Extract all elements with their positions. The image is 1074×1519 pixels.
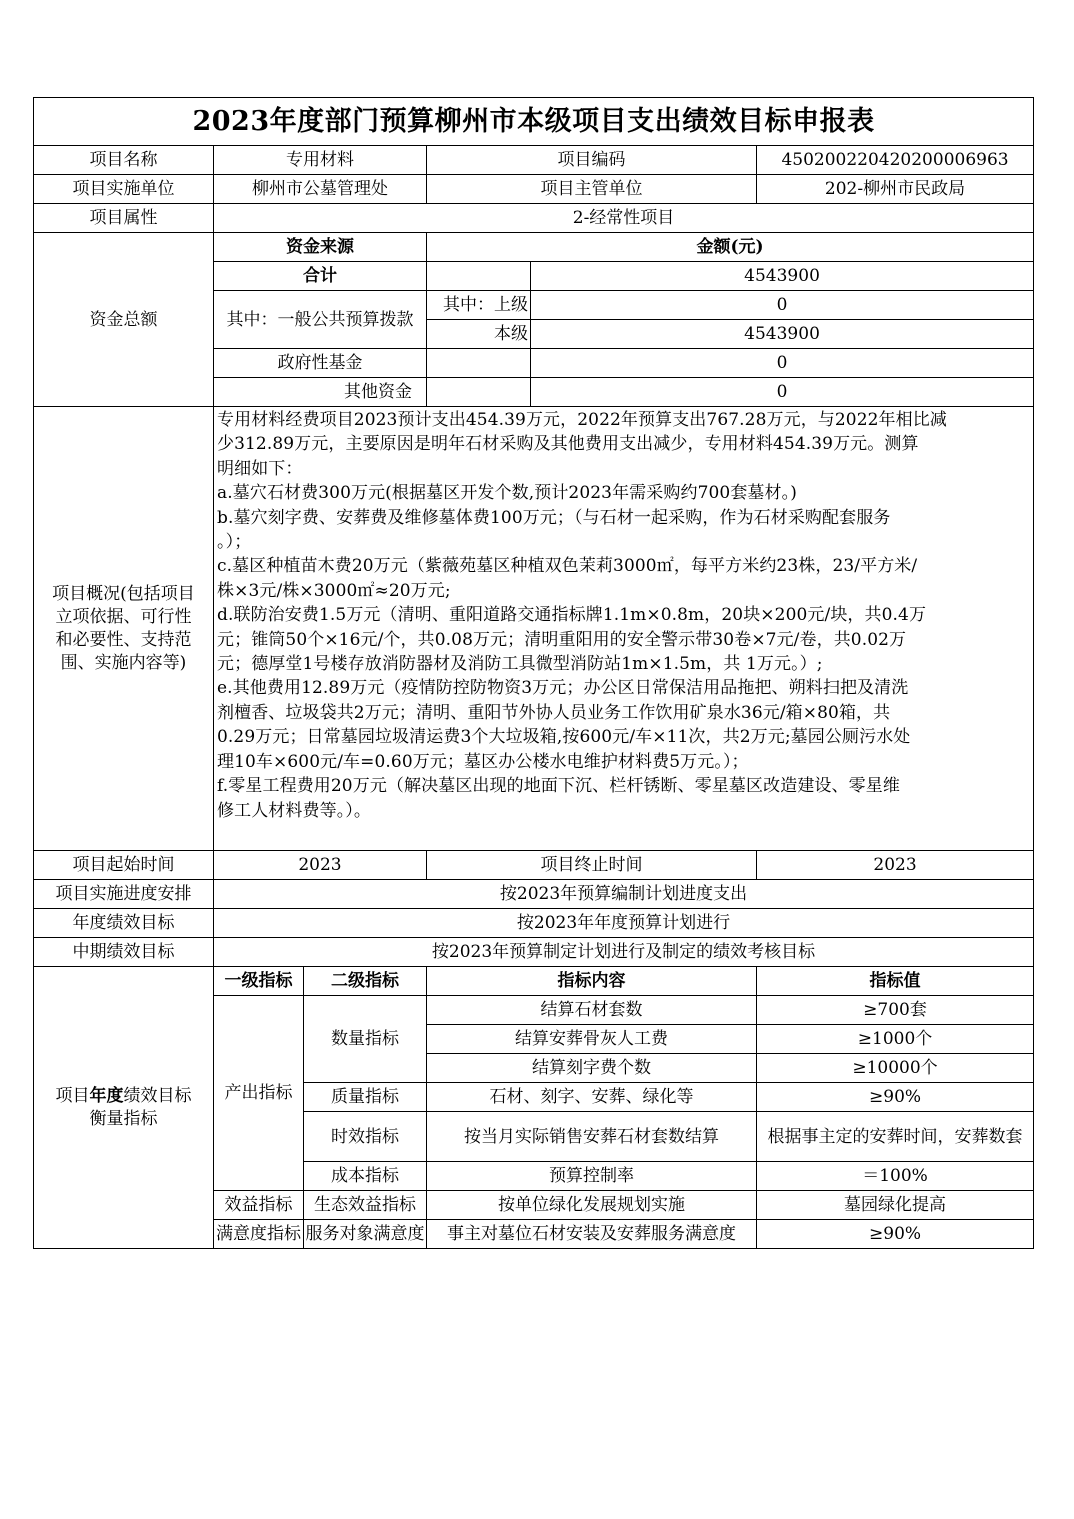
fund-total-row-label: 合计 (214, 262, 427, 291)
overview-line: c.墓区种植苗木费20万元（紫薇苑墓区种植双色茉莉3000㎡，每平方米约23株，23/平方米/ (217, 556, 918, 577)
progress-label: 项目实施进度安排 (34, 880, 214, 909)
indicator-label-line1 (36, 1085, 211, 1108)
overview-line: 修工人材料费等。）。 (217, 800, 371, 821)
q2-value: ≥1000个 (757, 1025, 1034, 1054)
progress-value: 按2023年预算编制计划进度支出 (214, 880, 1034, 909)
overview-label-line: 项目概况(包括项目 (52, 583, 195, 604)
timeliness-content: 按当月实际销售安葬石材套数结算 (427, 1112, 757, 1162)
general-budget-label: 其中：一般公共预算拨款 (214, 291, 427, 349)
quantity-indicator-label: 数量指标 (304, 996, 427, 1083)
overview-content (214, 407, 1034, 851)
implementing-unit-value: 柳州市公墓管理处 (214, 175, 427, 204)
indicator-label-bold: 年度 (89, 1085, 124, 1106)
end-time-label: 项目终止时间 (427, 851, 757, 880)
eco-value: 墓园绿化提高 (757, 1191, 1034, 1220)
overview-label-line: 围、实施内容等) (60, 652, 187, 673)
overview-line: 专用材料经费项目2023预计支出454.39万元，2022年预算支出767.28万元，与2022年相比减 (217, 410, 947, 430)
service-value: ≥90% (757, 1220, 1034, 1249)
service-content: 事主对墓位石材安装及安葬服务满意度 (427, 1220, 757, 1249)
overview-line: 。）； (217, 532, 252, 553)
upper-level-label: 其中：上级 (427, 291, 531, 320)
gov-fund-blank (427, 349, 531, 378)
level2-header: 二级指标 (304, 967, 427, 996)
supervising-unit-value: 202-柳州市民政局 (757, 175, 1034, 204)
other-fund-blank (427, 378, 531, 407)
performance-target-form (33, 97, 1034, 1249)
q1-content: 结算石材套数 (427, 996, 757, 1025)
overview-line: f.零星工程费用20万元（解决墓区出现的地面下沉、栏杆锈断、零星墓区改造建设、零星维 (217, 776, 900, 797)
q3-content: 结算刻字费个数 (427, 1054, 757, 1083)
overview-line: a.墓穴石材费300万元(根据墓区开发个数,预计2023年需采购约700套墓材。) (217, 483, 797, 504)
cost-indicator-label: 成本指标 (304, 1162, 427, 1191)
fund-total-value: 4543900 (531, 262, 1034, 291)
overview-line: 元；德厚堂1号楼存放消防器材及消防工具微型消防站1m×1.5m，共 1万元。）; (217, 654, 823, 675)
overview-label (34, 407, 214, 851)
annual-target-value: 按2023年年度预算计划进行 (214, 909, 1034, 938)
benefit-indicator-label: 效益指标 (214, 1191, 304, 1220)
supervising-unit-label: 项目主管单位 (427, 175, 757, 204)
q1-value: ≥700套 (757, 996, 1034, 1025)
indicator-label-pre: 项目 (55, 1085, 90, 1106)
local-level-value: 4543900 (531, 320, 1034, 349)
other-fund-label: 其他资金 (214, 378, 427, 407)
project-attribute-value: 2-经常性项目 (214, 204, 1034, 233)
overview-line: 剂檀香、垃圾袋共2万元；清明、重阳节外协人员业务工作饮用矿泉水36元/箱×80箱，共 (217, 702, 891, 723)
gov-fund-label: 政府性基金 (214, 349, 427, 378)
midterm-target-label: 中期绩效目标 (34, 938, 214, 967)
overview-label-line: 和必要性、支持范 (55, 629, 192, 650)
overview-line: 元；锥筒50个×16元/个，共0.08万元；清明重阳用的安全警示带30卷×7元/卷，共0.02万 (217, 629, 907, 650)
upper-level-value: 0 (531, 291, 1034, 320)
fund-total-label: 资金总额 (34, 233, 214, 407)
implementing-unit-label: 项目实施单位 (34, 175, 214, 204)
fund-amount-header: 金额(元) (427, 233, 1034, 262)
overview-line: d.联防治安费1.5万元（清明、重阳道路交通指标牌1.1m×0.8m，20块×200元/块，共0.4万 (217, 605, 927, 626)
output-indicator-label: 产出指标 (214, 996, 304, 1191)
satisfaction-indicator-label: 满意度指标 (214, 1220, 304, 1249)
indicator-label-line2: 衡量指标 (89, 1108, 158, 1129)
indicator-section-label (34, 967, 214, 1249)
quality-content: 石材、刻字、安葬、绿化等 (427, 1083, 757, 1112)
timeliness-value: 根据事主定的安葬时间，安葬数套 (757, 1112, 1034, 1162)
indicator-label-post: 绩效目标 (123, 1085, 192, 1106)
level1-header: 一级指标 (214, 967, 304, 996)
gov-fund-value: 0 (531, 349, 1034, 378)
overview-line: e.其他费用12.89万元（疫情防控防物资3万元；办公区日常保洁用品拖把、朔料扫把及清洗 (217, 678, 909, 699)
project-name-label: 项目名称 (34, 146, 214, 175)
start-time-value: 2023 (214, 851, 427, 880)
eco-content: 按单位绿化发展规划实施 (427, 1191, 757, 1220)
overview-line: 株×3元/株×3000㎡≈20万元; (217, 580, 451, 601)
timeliness-indicator-label: 时效指标 (304, 1112, 427, 1162)
overview-line: 理10车×600元/车=0.60万元；墓区办公楼水电维护材料费5万元。）； (217, 751, 749, 772)
project-code-label: 项目编码 (427, 146, 757, 175)
end-time-value: 2023 (757, 851, 1034, 880)
q3-value: ≥10000个 (757, 1054, 1034, 1083)
annual-target-label: 年度绩效目标 (34, 909, 214, 938)
start-time-label: 项目起始时间 (34, 851, 214, 880)
value-header: 指标值 (757, 967, 1034, 996)
project-code-value: 450200220420200006963 (757, 146, 1034, 175)
quality-value: ≥90% (757, 1083, 1034, 1112)
overview-label-line: 立项依据、可行性 (55, 606, 192, 627)
form-title: 2023年度部门预算柳州市本级项目支出绩效目标申报表 (34, 98, 1034, 146)
overview-line: 0.29万元；日常墓园垃圾清运费3个大垃圾箱,按600元/车×11次，共2万元;墓园公厕污水处 (217, 727, 911, 748)
overview-line: b.墓穴刻字费、安葬费及维修墓体费100万元；（与石材一起采购，作为石材采购配套服务 (217, 507, 891, 528)
fund-total-blank (427, 262, 531, 291)
overview-line: 少312.89万元，主要原因是明年石材采购及其他费用支出减少，专用材料454.39万元。测算 (217, 434, 919, 455)
project-attribute-label: 项目属性 (34, 204, 214, 233)
overview-line: 明细如下： (217, 458, 303, 479)
fund-source-header: 资金来源 (214, 233, 427, 262)
q2-content: 结算安葬骨灰人工费 (427, 1025, 757, 1054)
quality-indicator-label: 质量指标 (304, 1083, 427, 1112)
project-name-value: 专用材料 (214, 146, 427, 175)
cost-content: 预算控制率 (427, 1162, 757, 1191)
other-fund-value: 0 (531, 378, 1034, 407)
cost-value: ＝100% (757, 1162, 1034, 1191)
service-indicator-label: 服务对象满意度 (304, 1220, 427, 1249)
content-header: 指标内容 (427, 967, 757, 996)
eco-indicator-label: 生态效益指标 (304, 1191, 427, 1220)
local-level-label: 本级 (427, 320, 531, 349)
midterm-target-value: 按2023年预算制定计划进行及制定的绩效考核目标 (214, 938, 1034, 967)
